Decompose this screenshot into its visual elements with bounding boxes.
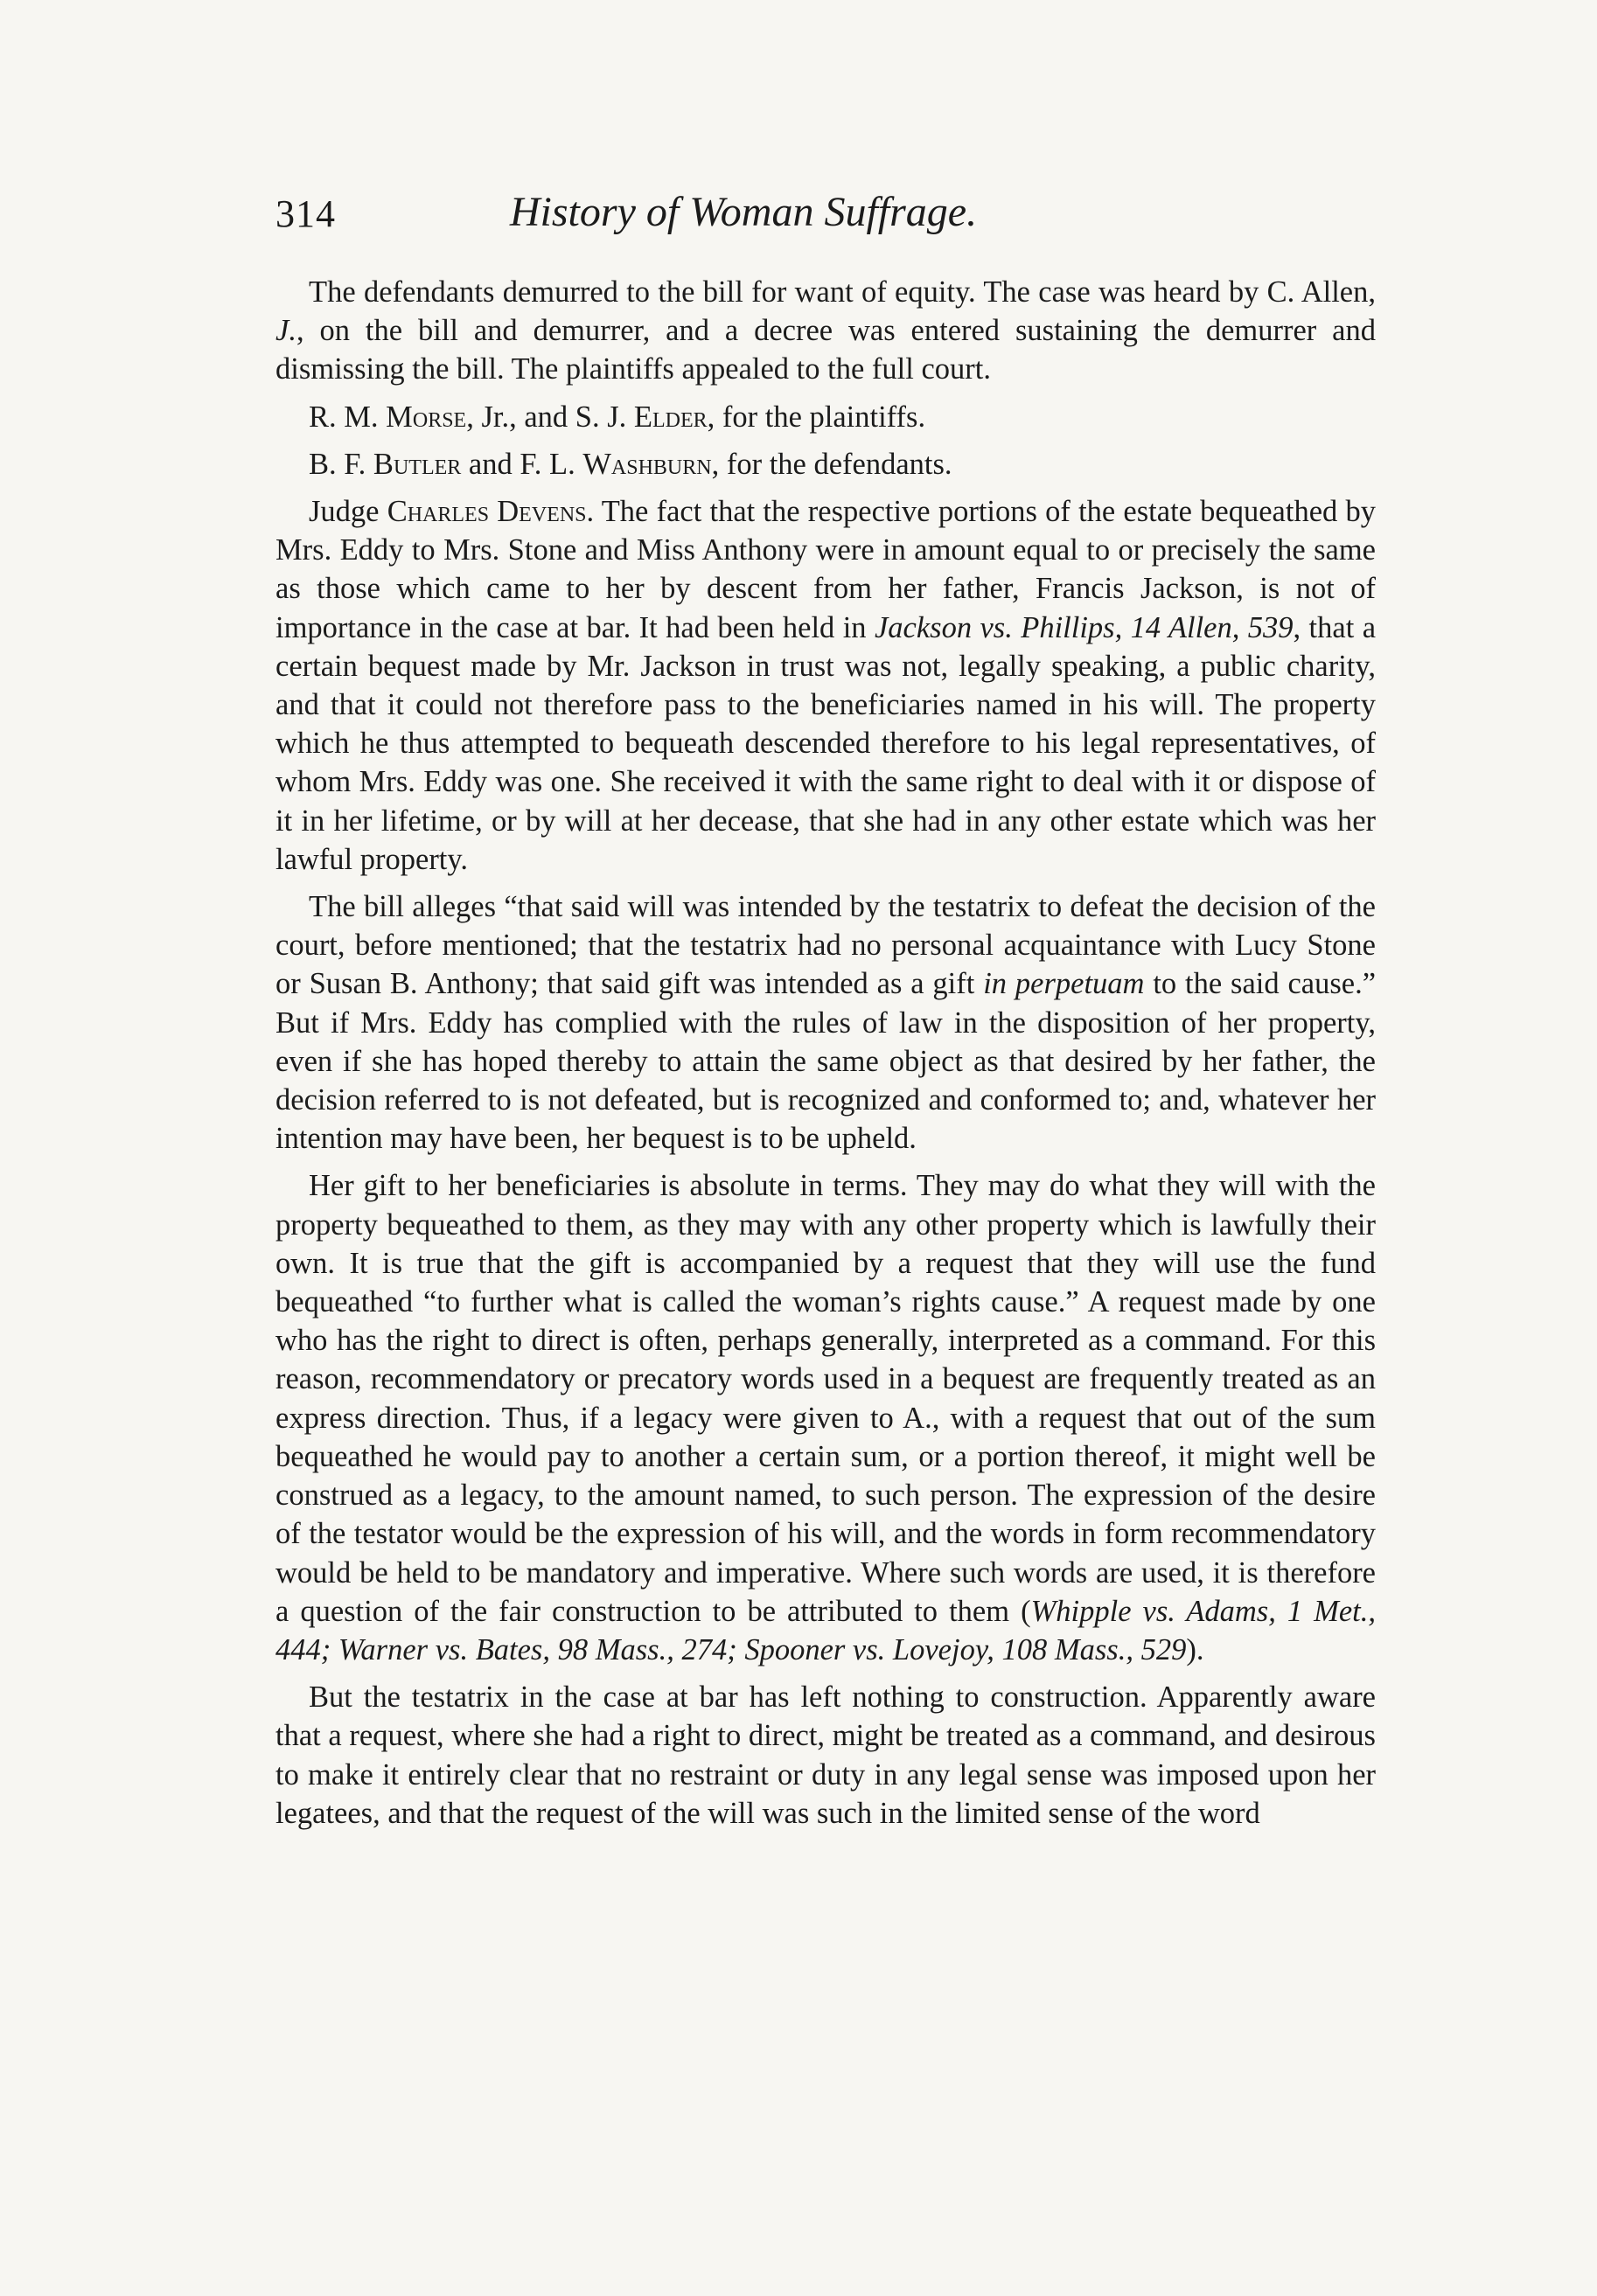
text-run: , that a certain bequest made by Mr. Jackson in trust was not, legally speaking, a public charity, and that it could not therefore pass to the beneficiaries named in his will. The property which he thus attempted to bequeath descended therefore to his legal representatives, of whom Mrs. Eddy was one. She received it with the same right to deal with it or dispose of it in her lifetime, or by will at her decease, that she had in any other estate which was her lawful property. [275, 610, 1377, 876]
text-run: , Jr., and S. J. [466, 400, 634, 434]
counsel-name: B. F. Butler [309, 447, 462, 481]
running-title: History of Woman Suffrage. [509, 189, 978, 235]
page-number: 314 [275, 192, 336, 235]
text-run: Her gift to her beneficiaries is absolute in terms. They may do what they will with the property bequeathed to them, as they may with any other property which is lawfully their own. It is true that the gift is accompanied by a request that they will use the fund bequeathed “to further what is called the woman’s rights cause.” A request made by one who has the right to direct is often, perhaps generally, interpreted as a command. For this reason, recommendatory or precatory words used in a bequest are frequently treated as an express direction. Thus, if a legacy were given to A., with a request that out of the sum bequeathed he would pay to another a certain sum, or a portion thereof, it might well be construed as a legacy, to the amount named, to such person. The expression of the desire of the testator would be the expression of his will, and the words in form recommendatory would be held to be mandatory and imperative. Where such words are used, it is therefore a question of the fair construction to be attributed to them ( [275, 1169, 1376, 1628]
counsel-plaintiffs [275, 398, 1376, 436]
text-run: The defendants demurred to the bill for want of equity. The case was heard by C. Allen, [309, 275, 1376, 309]
counsel-name: Elder [633, 400, 708, 434]
page-body [275, 273, 1376, 1841]
paragraph-opinion-intro [275, 492, 1376, 879]
paragraph-construction [275, 1678, 1376, 1833]
judge-abbrev: J. [275, 314, 296, 348]
case-citation: Jackson vs. Phillips, 14 Allen, 539 [874, 610, 1294, 644]
text-run: Judge [309, 495, 387, 529]
paragraph-demurrer [275, 273, 1376, 389]
judge-name: Charles Devens [387, 495, 587, 529]
text-run: The bill alleges “that said will was intended by the testatrix to defeat the decision of the court, before mentioned; that the testatrix had no personal acquaintance with Lucy Stone or Susan B. Anthony; that said gift was intended as a gift [275, 890, 1376, 1001]
counsel-defendants [275, 445, 1376, 484]
counsel-name: Washburn [582, 447, 712, 481]
text-run: , for the plaintiffs. [707, 400, 926, 434]
paragraph-bill-alleges [275, 887, 1376, 1158]
text-run: and F. L. [461, 447, 583, 481]
text-run: . The fact that the respective portions of the estate bequeathed by Mrs. Eddy to Mrs. Stone and Miss Anthony were in amount equal to or precisely the same as those which came to her by descent from her father, Francis Jackson, is not of importance in the case at bar. It had been held in [275, 495, 1376, 644]
latin-phrase: in perpetuam [983, 967, 1145, 1001]
text-run: , for the defendants. [711, 447, 952, 481]
text-run: ). [1186, 1632, 1204, 1666]
paragraph-absolute-gift [275, 1166, 1376, 1669]
case-citation: Whipple vs. Adams, 1 Met., 444; Warner vs. Bates, 98 Mass., 274; Spooner vs. Lovejoy, 108 Mass., 529 [275, 1594, 1376, 1666]
text-run: But the testatrix in the case at bar has left nothing to construction. Apparently aware that a request, where she had a right to direct, might be treated as a command, and desirous to make it entirely clear that no restraint or duty in any legal sense was imposed upon her legatees, and that the request of the will was such in the limited sense of the word [275, 1680, 1376, 1830]
text-run: , on the bill and demurrer, and a decree was entered sustaining the demurrer and dismissing the bill. The plaintiffs appealed to the full court. [275, 314, 1376, 386]
counsel-name: R. M. Morse [309, 400, 467, 434]
page-header [275, 188, 1106, 249]
text-run: to the said cause.” But if Mrs. Eddy has complied with the rules of law in the disposition of her property, even if she has hoped thereby to attain the same object as that desired by her father, the decision referred to is not defeated, but is recognized and conformed to; and, whatever her intention may have been, her bequest is to be upheld. [275, 967, 1377, 1156]
